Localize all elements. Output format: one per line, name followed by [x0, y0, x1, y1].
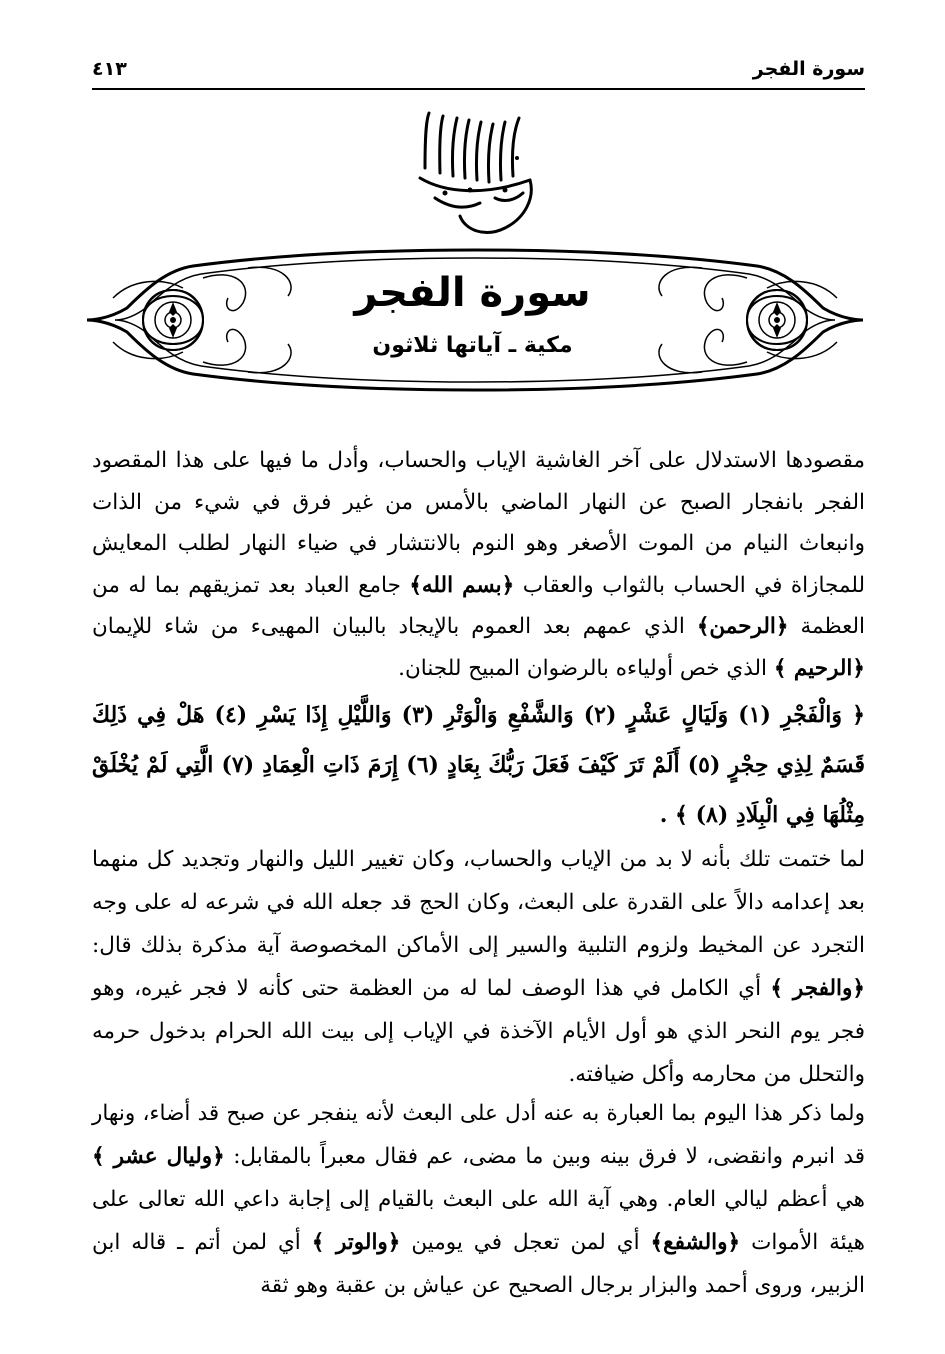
- quote-wal-fajr: ﴿والفجر ﴾: [770, 976, 865, 1001]
- quote-bismillah: ﴿بسم الله﴾: [409, 572, 515, 598]
- commentary-paragraph-2: ولما ذكر هذا اليوم بما العبارة به عنه أدل على البعث لأنه ينفجر عن صبح قد أضاء، ونهار قد انبرم وانقضى، لا فرق بينه وبين ما مضى، عم فقال معبراً بالمقابل: ﴿وليال عشر ﴾ هي أعظم ليالي العام. وهي آية الله على البعث بالقيام إلى إجابة داعي الله تعالى على هيئة الأموات ﴿والشفع﴾ أي لمن تعجل في يومين ﴿والوتر ﴾ أي لمن أتم ـ قاله ابن الزبير، وروى أحمد والبزار برجال الصحيح عن عياش بن عقبة وهو ثقة: [92, 1101, 865, 1298]
- surah-title: سورة الفجر: [354, 270, 591, 316]
- running-title: سورة الفجر: [752, 58, 865, 80]
- quran-verses: ﴿ وَالْفَجْرِ (١) وَلَيَالٍ عَشْرٍ (٢) وَالشَّفْعِ وَالْوَتْرِ (٣) وَاللَّيْلِ إِذَا يَسْرِ (٤) هَلْ فِي ذَلِكَ قَسَمٌ لِذِي حِجْرٍ (٥) أَلَمْ تَرَ كَيْفَ فَعَلَ رَبُّكَ بِعَادٍ (٦) إِرَمَ ذَاتِ الْعِمَادِ (٧) الَّتِي لَمْ يُخْلَقْ مِثْلُهَا فِي الْبِلَادِ (٨) ﴾ .: [92, 702, 866, 828]
- quote-rahim: ﴿الرحيم ﴾: [773, 655, 865, 681]
- quote-watr: ﴿والوتر ﴾: [311, 1230, 401, 1255]
- quote-rahman: ﴿الرحمن﴾: [696, 614, 789, 639]
- intro-paragraph: مقصودها الاستدلال على آخر الغاشية الإياب والحساب، وأدل ما فيها على هذا المقصود الفجر بانفجار الصبح عن النهار الماضي بالأمس من غير فرق في شيء من الذات وانبعاث النيام من الموت الأصغر وهو النوم بالانتشار في ضياء النهار لطلب المعايش للمجازاة في الحساب بالثواب والعقاب ﴿بسم الله﴾ جامع العباد بعد تمزيقهم بما له من العظمة ﴿الرحمن﴾ الذي عمهم بعد العموم بالإيجاد بالبيان المهيىء من شاء للإيمان ﴿الرحيم ﴾ الذي خص أولياءه بالرضوان المبيح للجنان.: [92, 448, 866, 681]
- page-number: ٤١٣: [92, 58, 127, 80]
- surah-subtitle: مكية ـ آياتها ثلاثون: [372, 333, 573, 358]
- page-header: [92, 56, 865, 90]
- basmala-calligraphy: [405, 98, 545, 248]
- quote-shaf: ﴿والشفع﴾: [650, 1230, 741, 1255]
- quote-layal-ashr: ﴿وليال عشر ﴾: [92, 1144, 225, 1169]
- commentary-paragraph-1: لما ختمت تلك بأنه لا بد من الإياب والحساب، وكان تغيير الليل والنهار وتجديد كل منهما بعد إعدامه دالاً على القدرة على البعث، وكان الحج قد جعله الله في شرعه له على وجه التجرد عن المخيط ولزوم التلبية والسير إلى الأماكن المخصوصة آية مذكرة بذلك قال: ﴿والفجر ﴾ أي الكامل في هذا الوصف لما له من العظمة حتى كأنه لا فجر غيره، وهو فجر يوم النحر الذي هو أول الأيام الآخذة في الإياب إلى بيت الله الحرام بدخول حرمه والتحلل من محارمه وأكل ضيافته.: [92, 847, 865, 1087]
